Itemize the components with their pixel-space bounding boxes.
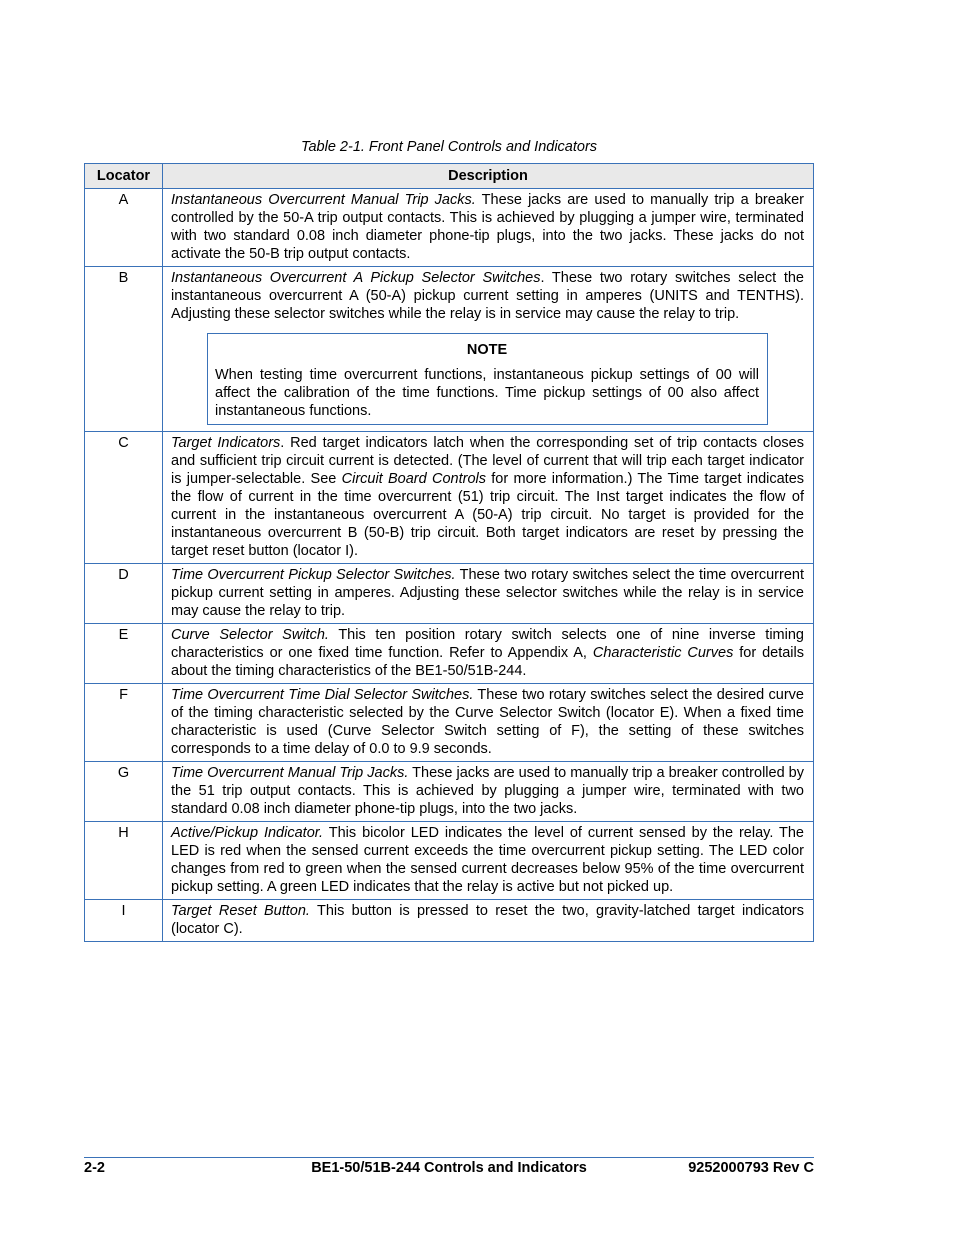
description-cell: [163, 900, 814, 942]
locator-cell: I: [85, 900, 163, 942]
control-description: These jacks are used to manually trip a breaker controlled by the 50-A trip output contacts. This is achieved by plugging a jumper wire, terminated with two standard 0.08 inch diameter phone-tip plugs, into the two jacks. These jacks do not activate the 50-B trip output contacts.: [171, 192, 804, 262]
control-term: Instantaneous Overcurrent Manual Trip Jacks.: [171, 192, 476, 208]
section-reference: Circuit Board Controls: [341, 471, 486, 487]
table-header-row: [85, 164, 814, 189]
description-cell: [163, 822, 814, 900]
note-title: NOTE: [466, 342, 508, 358]
description-cell: [163, 267, 814, 432]
control-term: Target Reset Button.: [171, 903, 310, 919]
locator-cell: A: [85, 189, 163, 267]
footer-divider: [84, 1157, 814, 1158]
table-row: [85, 822, 814, 900]
locator-cell: G: [85, 762, 163, 822]
control-description: . These two rotary switches select the instantaneous overcurrent A (50-A) pickup current setting in amperes (UNITS and TENTHS). Adjusting these selector switches while the relay is in service may cause the relay to trip.: [171, 270, 804, 322]
table-row: [85, 189, 814, 267]
table-row: [85, 762, 814, 822]
footer-title: BE1-50/51B-244 Controls and Indicators: [311, 1160, 587, 1176]
control-description: This ten position rotary switch selects one of nine inverse timing characteristics or one fixed time function. Refer to Appendix A,: [171, 627, 804, 661]
note-text: When testing time overcurrent functions, instantaneous pickup settings of 00 will affect the calibration of the time functions. Time pickup settings of 00 also affect instantaneous functions.: [215, 367, 759, 419]
control-term: Curve Selector Switch.: [171, 627, 329, 643]
description-cell: [163, 624, 814, 684]
table-row: [85, 432, 814, 564]
table-caption: Table 2-1. Front Panel Controls and Indicators: [300, 139, 598, 155]
locator-cell: H: [85, 822, 163, 900]
control-description: . Red target indicators latch when the corresponding set of trip contacts closes and sufficient trip circuit current is detected. (The level of current that will trip each target indicator is jumper-selectable. See: [171, 435, 804, 487]
control-term: Time Overcurrent Time Dial Selector Switches.: [171, 687, 474, 703]
note-box: [207, 333, 768, 425]
table-row: [85, 267, 814, 432]
table-row: [85, 624, 814, 684]
locator-cell: D: [85, 564, 163, 624]
control-term: Instantaneous Overcurrent A Pickup Selector Switches: [171, 270, 541, 286]
control-description: These jacks are used to manually trip a breaker controlled by the 51 trip output contacts. This is achieved by plugging a jumper wire, terminated with two standard 0.08 inch diameter phone-tip plugs, into the two jacks.: [171, 765, 805, 817]
locator-cell: B: [85, 267, 163, 432]
locator-cell: C: [85, 432, 163, 564]
locator-column-header: Locator: [85, 164, 163, 189]
control-description: This bicolor LED indicates the level of current sensed by the relay. The LED is red when the sensed current exceeds the time overcurrent pickup setting. The LED color changes from red to green when the sensed current decreases below 95% of the time overcurrent pickup setting. A green LED indicates that the relay is active but not picked up.: [171, 825, 804, 895]
control-description-continued: for more information.) The Time target indicates the flow of current in the time overcurrent (51) trip circuit. The Inst target indicates the flow of current in the instantaneous overcurrent A (50-A) trip circuit. No target is provided for the instantaneous overcurrent B (50-B) trip circuit. Both target indicators are reset by pressing the target reset button (locator I).: [171, 471, 805, 559]
control-term: Time Overcurrent Manual Trip Jacks.: [171, 765, 409, 781]
control-term: Active/Pickup Indicator.: [171, 825, 324, 841]
footer-document-number: 9252000793 Rev C: [688, 1160, 814, 1176]
description-cell: [163, 189, 814, 267]
description-cell: [163, 762, 814, 822]
controls-table: [84, 163, 814, 942]
table-row: [85, 684, 814, 762]
description-cell: [163, 564, 814, 624]
control-description-continued: for details about the timing characteristics of the BE1-50/51B-244.: [171, 645, 804, 679]
table-row: [85, 564, 814, 624]
description-cell: [163, 684, 814, 762]
table-row: [85, 900, 814, 942]
control-description: This button is pressed to reset the two, gravity-latched target indicators (locator C).: [171, 903, 805, 937]
locator-cell: E: [85, 624, 163, 684]
control-term: Target Indicators: [171, 435, 281, 451]
description-cell: [163, 432, 814, 564]
section-reference: Characteristic Curves: [592, 645, 734, 661]
locator-cell: F: [85, 684, 163, 762]
control-term: Time Overcurrent Pickup Selector Switches.: [171, 567, 456, 583]
control-description: These two rotary switches select the desired curve of the timing characteristic selected by the Curve Selector Switch (locator E). When a fixed time characteristic is used (Curve Selector Switch setting of F), the setting of these switches corresponds to a time delay of 0.0 to 9.9 seconds.: [171, 687, 804, 757]
description-column-header: Description: [163, 164, 814, 189]
control-description: These two rotary switches select the time overcurrent pickup current setting in amperes. Adjusting these selector switches while the relay is in service may cause the relay to trip.: [171, 567, 804, 619]
footer-page-number: 2-2: [84, 1160, 105, 1176]
